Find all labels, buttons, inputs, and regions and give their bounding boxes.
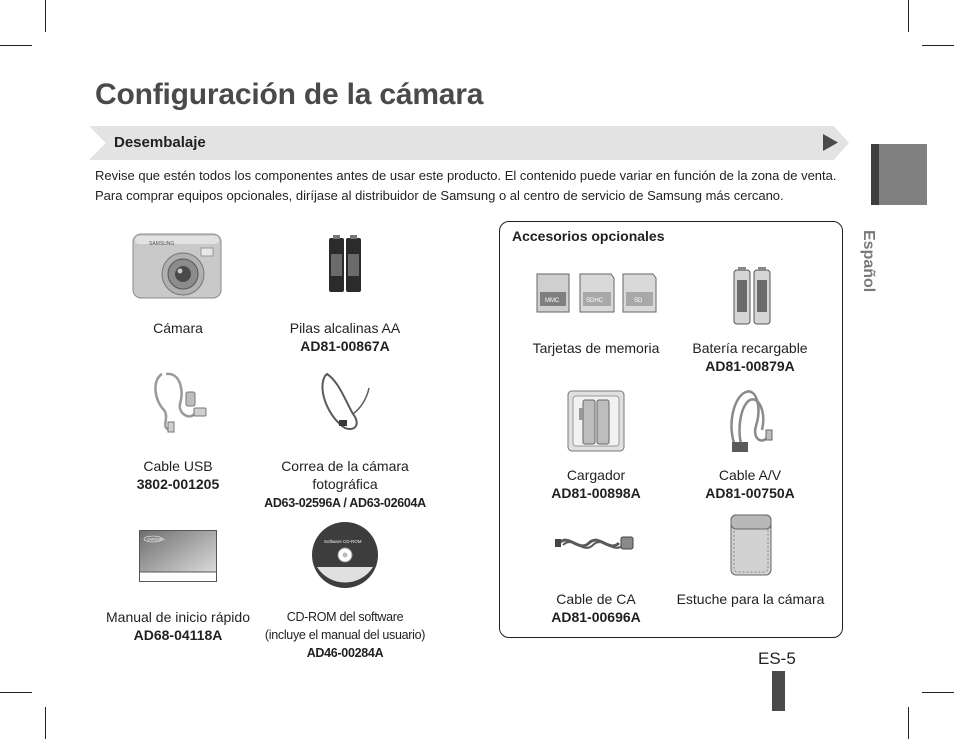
- item-label-line2: fotográfica: [312, 476, 378, 492]
- page-tab: [772, 671, 785, 711]
- memory-cards-image: [535, 272, 659, 314]
- item-label: Manual de inicio rápido: [106, 609, 250, 625]
- section-title: Desembalaje: [114, 134, 206, 151]
- crop-mark: [0, 692, 32, 693]
- av-cable-image: [726, 386, 776, 456]
- item-code: 3802-001205: [136, 476, 220, 492]
- ac-cable-image: [555, 525, 637, 561]
- crop-mark: [45, 707, 46, 739]
- item-label: Cable de CA: [556, 591, 636, 607]
- crop-mark: [45, 0, 46, 32]
- crop-mark: [922, 45, 954, 46]
- page-number: ES-5: [758, 649, 796, 668]
- optional-accessories-title: Accesorios opcionales: [512, 228, 665, 244]
- item-camera-case: [668, 590, 833, 608]
- language-tab: [871, 144, 927, 205]
- item-code: AD63-02596A / AD63-02604A: [264, 496, 426, 510]
- language-label: Español: [860, 230, 877, 293]
- camera-image: [131, 232, 223, 300]
- item-av-cable: [676, 466, 824, 502]
- item-code: AD68-04118A: [133, 627, 223, 643]
- charger-image: [567, 390, 625, 452]
- item-label-line2: (incluye el manual del usuario): [264, 628, 426, 642]
- item-code: AD81-00867A: [300, 338, 390, 354]
- item-label: Cable USB: [143, 458, 213, 474]
- item-software-cd: [250, 608, 440, 662]
- item-label-line1: CD-ROM del software: [286, 610, 404, 624]
- item-camera-strap: [250, 457, 440, 512]
- item-code: AD81-00898A: [551, 485, 641, 501]
- item-code: AD81-00879A: [705, 358, 795, 374]
- item-quick-start-manual: [98, 608, 258, 644]
- crop-mark: [908, 707, 909, 739]
- item-camera: [118, 319, 238, 337]
- item-label: Batería recargable: [692, 340, 808, 356]
- item-code: AD81-00696A: [551, 609, 641, 625]
- item-label: Tarjetas de memoria: [532, 340, 660, 356]
- aa-batteries-image: [326, 234, 364, 294]
- item-label: Estuche para la cámara: [676, 591, 825, 607]
- usb-cable-image: [150, 370, 212, 434]
- item-usb-cable: [118, 457, 238, 493]
- software-cd-image: [311, 521, 379, 589]
- item-aa-batteries: [270, 319, 420, 355]
- item-label: Cámara: [153, 320, 203, 336]
- play-arrow-icon: [823, 134, 838, 151]
- item-rechargeable-battery: [676, 339, 824, 375]
- cd-label-text: Software CD-ROM: [324, 539, 362, 544]
- sdhc-label: SDHC: [586, 298, 604, 304]
- crop-mark: [908, 0, 909, 32]
- item-charger: [520, 466, 672, 502]
- crop-mark: [922, 692, 954, 693]
- sd-label: SD: [634, 298, 643, 304]
- quick-start-manual-image: [139, 530, 217, 582]
- page-title: Configuración de la cámara: [95, 78, 484, 111]
- item-ac-cable: [520, 590, 672, 626]
- item-label: Pilas alcalinas AA: [289, 320, 401, 336]
- item-label: Cable A/V: [718, 467, 782, 483]
- item-code: AD46-00284A: [306, 646, 384, 660]
- camera-strap-image: [315, 370, 375, 436]
- sd-card: [623, 274, 656, 312]
- mmc-card: [537, 274, 569, 312]
- intro-text: Revise que estén todos los componentes antes de usar este producto. El contenido puede variar en función de la zona de venta. Para comprar equipos opcionales, diríjase al distribuidor de Samsung o al centro de servicio de Samsung más cercano.: [95, 168, 837, 203]
- item-label-line1: Correa de la cámara: [281, 458, 409, 474]
- manual-brand-text: SAMSUNG: [147, 537, 165, 542]
- item-memory-cards: [520, 339, 672, 357]
- rechargeable-battery-image: [731, 266, 773, 326]
- sdhc-card: [580, 274, 614, 312]
- camera-brand-text: SAMSUNG: [149, 241, 175, 247]
- camera-case-image: [730, 514, 772, 576]
- item-label: Cargador: [566, 467, 626, 483]
- crop-mark: [0, 45, 32, 46]
- language-tab-accent: [871, 144, 879, 205]
- item-code: AD81-00750A: [705, 485, 795, 501]
- mmc-label: MMC: [545, 298, 560, 304]
